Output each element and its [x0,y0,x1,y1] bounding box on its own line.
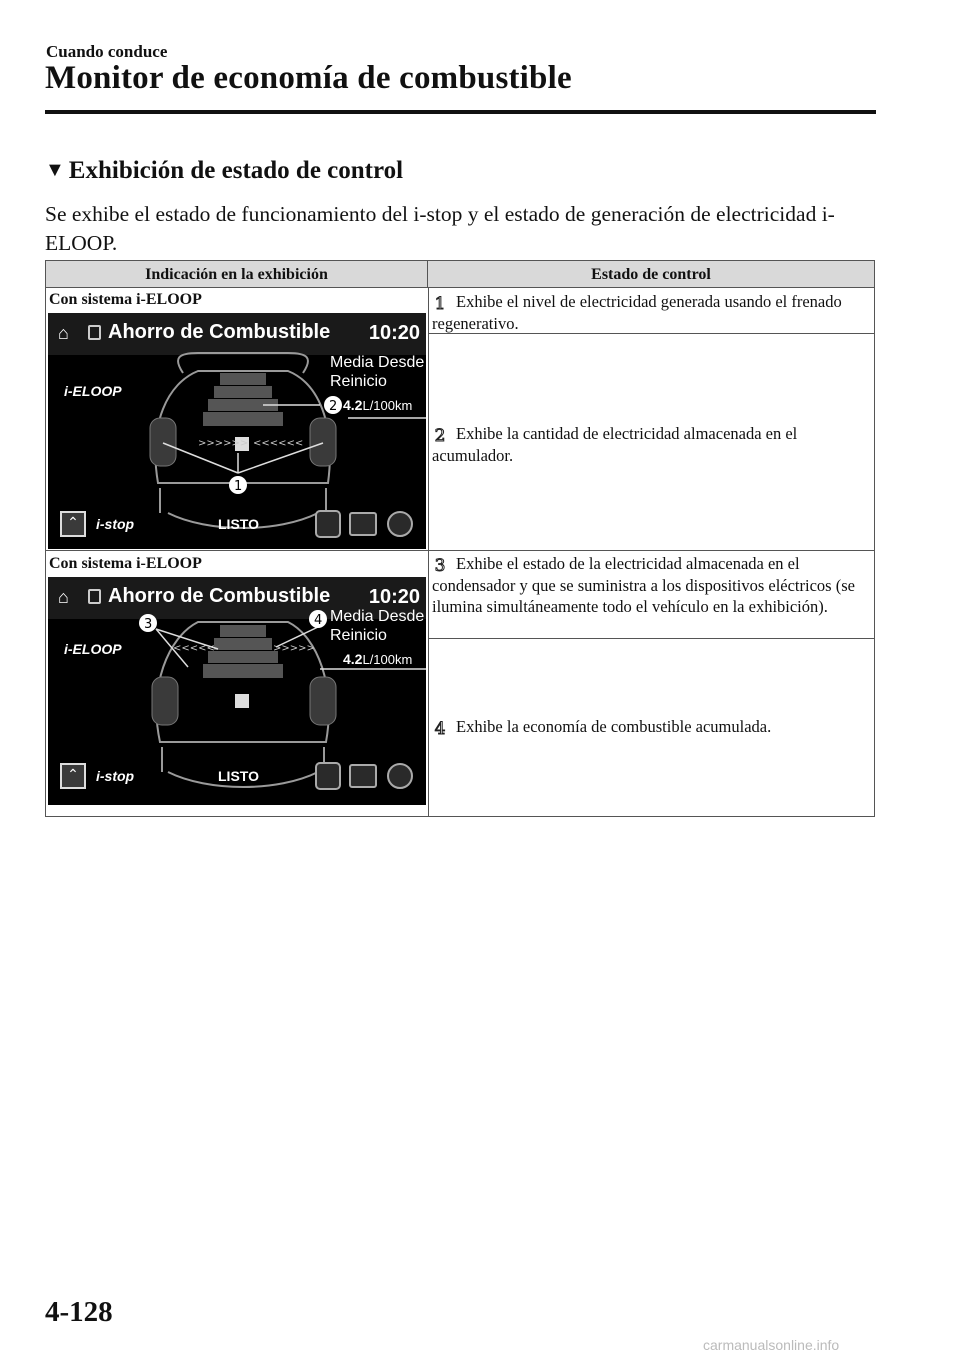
title-rule [45,110,876,114]
screen-2-back-icon: ⌃ [60,763,86,789]
screen-1-back-icon: ⌃ [60,511,86,537]
screen-1-callout-1: 1 [234,479,243,494]
screen-1-fuel-value: 4.2 [343,397,363,413]
screen-2-status: LISTO [218,768,259,784]
display-screen-2 [48,577,426,805]
row-1-item-2-text: Exhibe la cantidad de electricidad almacenada en el acumulador. [432,424,798,465]
callout-number-4: 4 [434,719,446,739]
row-2-item-4 [432,716,872,738]
screen-1-media-line1: Media Desde [330,354,425,371]
page-number: 4-128 [45,1296,113,1328]
car-illustration-1 [48,313,426,549]
screen-2-fuel-readout [343,651,412,667]
screen-2-media-line1: Media Desde [330,608,425,625]
screen-2-istop-label: i-stop [96,768,135,784]
row-1-divider-right [428,333,874,334]
screen-2-title: Ahorro de Combustible [108,585,331,607]
screen-1-status: LISTO [218,516,259,532]
svg-text:>>>>>>: >>>>>> [198,438,249,449]
display-screen-1 [48,313,426,549]
row-2-divider-right [428,638,874,639]
row-1-label: Con sistema i-ELOOP [49,291,202,308]
row-2-item-3-text: Exhibe el estado de la electricidad almacenada en el condensador y que se suministra a los dispositivos eléctricos (se ilumina simultáneamente todo el vehículo en la exhibición). [432,554,855,616]
row-1-item-1 [432,291,872,334]
screen-1-fuel-unit: L/100km [362,398,413,413]
callout-number-2: 2 [434,426,446,446]
page-title: Monitor de economía de combustible [45,60,572,96]
section-heading-text: Exhibición de estado de control [68,157,404,184]
screen-2-media-line2: Reinicio [330,627,387,644]
screen-1-eloop-label: i-ELOOP [64,383,122,399]
screen-1-media-line2: Reinicio [330,373,387,390]
row-2-item-3 [432,553,872,617]
screen-2-time: 10:20 [368,586,420,608]
screen-1-title: Ahorro de Combustible [108,321,331,343]
screen-1-istop-label: i-stop [96,516,135,532]
table-header-right: Estado de control [428,261,874,288]
watermark: carmanualsonline.info [703,1337,840,1353]
control-status-table [45,260,875,817]
svg-text:>>>>>: >>>>> [273,643,315,654]
screen-1-callout-2: 2 [329,399,338,414]
section-heading [45,157,403,185]
screen-2-eloop-label: i-ELOOP [64,641,122,657]
row-2-item-4-text: Exhibe la economía de combustible acumulada. [456,717,772,736]
screen-1-time: 10:20 [368,322,420,344]
row-1-item-2 [432,423,872,466]
table-header-left: Indicación en la exhibición [46,261,428,288]
intro-paragraph: Se exhibe el estado de funcionamiento del i-stop y el estado de generación de electricidad i-ELOOP. [45,202,835,255]
callout-number-1: 1 [434,294,446,314]
down-triangle-icon: ▼ [45,158,65,181]
screen-2-callout-3: 3 [144,617,153,632]
svg-text:<<<<<<: <<<<<< [253,438,304,449]
svg-text:<<<<<: <<<<< [173,643,215,654]
screen-2-fuel-value: 4.2 [343,651,363,667]
home-icon: ⌂ [58,323,69,343]
row-1-item-1-text: Exhibe el nivel de electricidad generada usando el frenado regenerativo. [432,292,842,333]
screen-2-fuel-unit: L/100km [362,652,413,667]
section-label: Cuando conduce [46,42,168,61]
screen-2-callout-4: 4 [314,613,323,628]
table-column-divider [428,288,429,816]
home-icon: ⌂ [58,587,69,607]
callout-number-3: 3 [434,556,446,576]
row-divider [46,550,874,551]
row-2-label: Con sistema i-ELOOP [49,555,202,572]
screen-1-fuel-readout [343,397,412,413]
